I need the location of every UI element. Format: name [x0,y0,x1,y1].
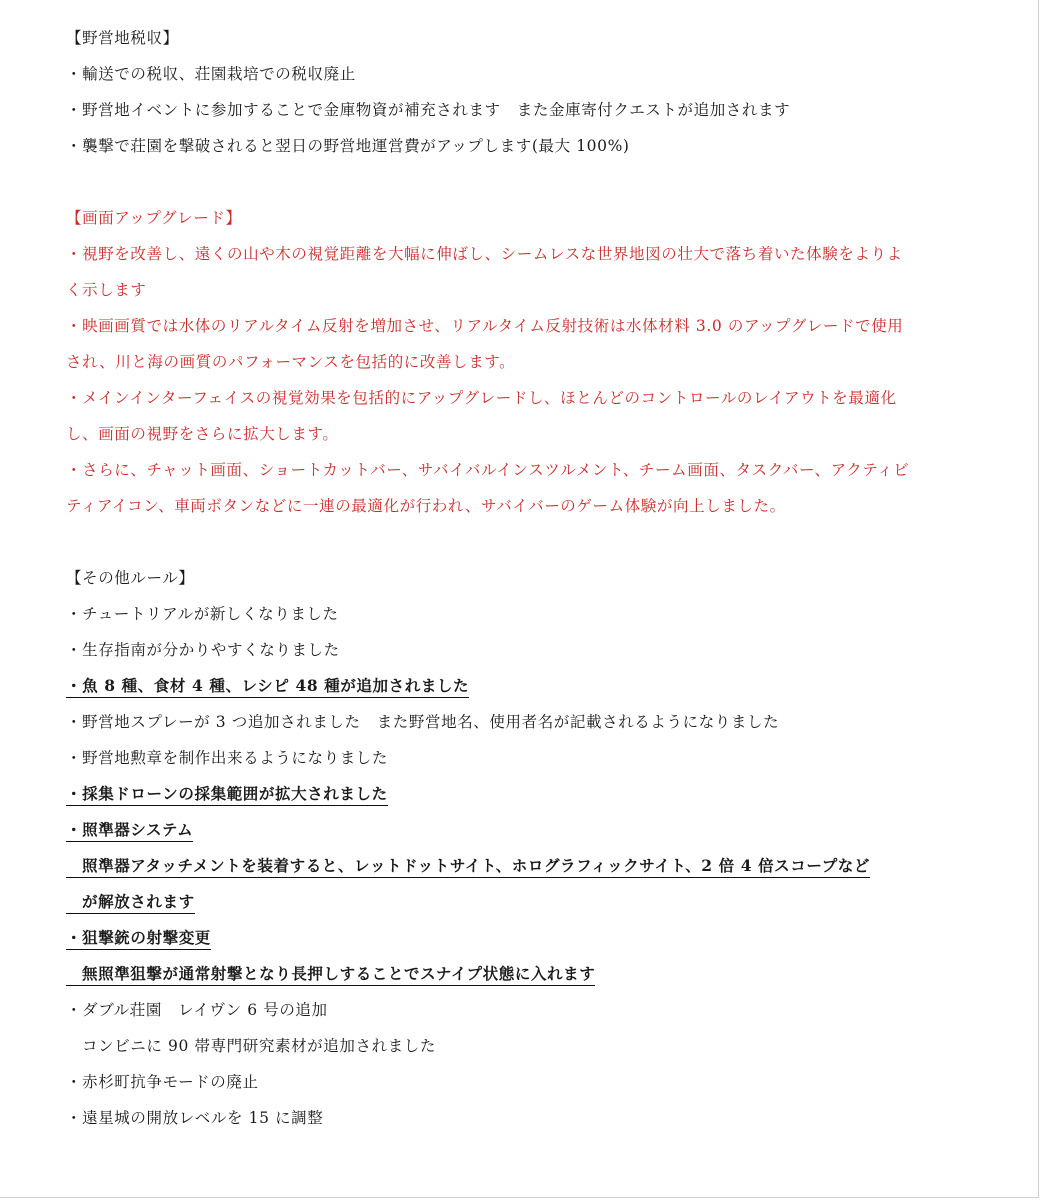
other-rule-sight-system [66,812,986,848]
camp-tax-item-2: ・野営地イベントに参加することで金庫物資が補充されます また金庫寄付クエストが追加されます [66,101,791,119]
other-rule-camp-medal: ・野営地勲章を制作出来るようになりました [66,749,389,767]
camp-tax-item-3: ・襲撃で荘園を撃破されると翌日の野営地運営費がアップします(最大 100%) [66,137,630,155]
graphics-upgrade-heading: 【画面アップグレード】 [66,209,242,227]
document-body [66,20,986,1136]
graphics-line-4: され、川と海の画質のパフォーマンスを包括的に改善します。 [66,353,516,371]
graphics-line-1: ・視野を改善し、遠くの山や木の視覚距離を大幅に伸ばし、シームレスな世界地図の壮大で落ち着いた体験をよりよ [66,245,903,263]
graphics-upgrade-section [66,200,986,524]
other-rule-double-manor: ・ダブル荘園 レイヴン 6 号の追加 [66,1001,328,1019]
other-rule-camp-spray: ・野営地スプレーが 3 つ追加されました また野営地名、使用者名が記載されるようになりました [66,713,780,731]
other-rule-convenience-store: コンビニに 90 帯専門研究素材が追加されました [82,1037,436,1055]
graphics-line-2: く示します [66,281,147,299]
graphics-line-7: ・さらに、チャット画面、ショートカットバー、サバイバルインスツルメント、チーム画面、タスクバー、アクティビ [66,461,910,479]
spacer [66,524,986,560]
camp-tax-heading: 【野営地税収】 [66,29,179,47]
graphics-line-3: ・映画画質では水体のリアルタイム反射を増加させ、リアルタイム反射技術は水体材料 3.0 のアップグレードで使用 [66,317,904,335]
other-rule-redwood-town: ・赤杉町抗争モードの廃止 [66,1073,259,1091]
underlined-text: ・魚 8 種、食材 4 種、レシピ 48 種が追加されました [66,676,469,698]
other-rule-sniper-change [66,920,986,956]
other-rule-sight-detail-2 [66,884,986,920]
graphics-line-8: ティアイコン、車両ボタンなどに一連の最適化が行われ、サバイバーのゲーム体験が向上しました。 [66,497,786,515]
other-rule-tutorial: ・チュートリアルが新しくなりました [66,605,339,623]
underlined-text: ・照準器システム [66,820,193,842]
other-rule-sniper-detail [66,956,986,992]
other-rule-distant-star-city: ・遠星城の開放レベルを 15 に調整 [66,1109,324,1127]
other-rules-heading: 【その他ルール】 [66,569,195,587]
underlined-text: 無照準狙撃が通常射撃となり長押しすることでスナイプ状態に入れます [66,964,595,986]
underlined-text: が解放されます [66,892,195,914]
other-rule-survival-guide: ・生存指南が分かりやすくなりました [66,641,340,659]
underlined-text: ・狙撃銃の射撃変更 [66,928,211,950]
camp-tax-item-1: ・輸送での税収、荘園栽培での税収廃止 [66,65,356,83]
graphics-line-6: し、画面の視野をさらに拡大します。 [66,425,339,443]
graphics-line-5: ・メインインターフェイスの視覚効果を包括的にアップグレードし、ほとんどのコントロールのレイアウトを最適化 [66,389,897,407]
underlined-text: 照準器アタッチメントを装着すると、レットドットサイト、ホログラフィックサイト、2 倍 4 倍スコープなど [66,856,870,878]
underlined-text: ・採集ドローンの採集範囲が拡大されました [66,784,388,806]
spacer [66,164,986,200]
other-rule-fish-recipes [66,668,986,704]
other-rule-drone-range [66,776,986,812]
other-rule-sight-detail-1 [66,848,986,884]
